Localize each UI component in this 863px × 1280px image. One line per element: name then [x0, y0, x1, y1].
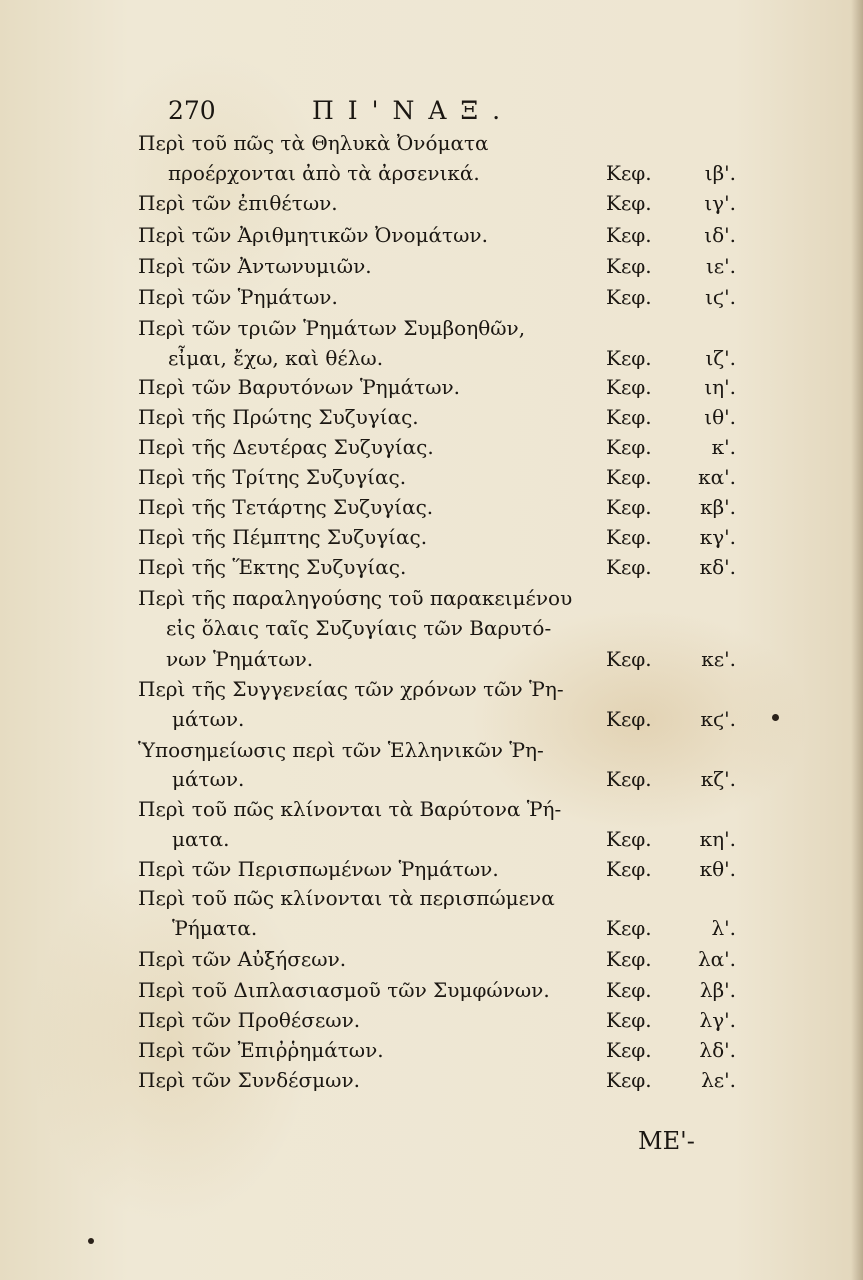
- toc-line: [0, 583, 863, 613]
- entry-title-continued: μάτων.: [172, 767, 245, 791]
- chapter-label: Κεφ.: [606, 161, 652, 185]
- chapter-number: ιϛ'.: [705, 285, 736, 309]
- chapter-label: Κεφ.: [606, 978, 652, 1002]
- toc-entry: [0, 944, 863, 974]
- toc-entry: [0, 220, 863, 250]
- entry-title: Περὶ τῆς Ἕκτης Συζυγίας.: [138, 555, 407, 579]
- ink-dot: [88, 1238, 94, 1244]
- entry-title: Περὶ τοῦ Διπλασιασμοῦ τῶν Συμφώνων.: [138, 978, 550, 1002]
- chapter-label: Κεφ.: [606, 767, 652, 791]
- toc-line: [0, 613, 863, 643]
- catchword: ΜΕ'-: [638, 1127, 695, 1155]
- chapter-label: Κεφ.: [606, 827, 652, 851]
- entry-title: Περὶ τῶν Συνδέσμων.: [138, 1068, 360, 1092]
- chapter-label: Κεφ.: [606, 525, 652, 549]
- toc-entry: [0, 1005, 863, 1035]
- entry-title: Περὶ τῆς παραληγούσης τοῦ παρακειμένου: [138, 586, 573, 610]
- chapter-label: Κεφ.: [606, 857, 652, 881]
- entry-title: Περὶ τῆς Πρώτης Συζυγίας.: [138, 405, 419, 429]
- chapter-label: Κεφ.: [606, 375, 652, 399]
- entry-title: Περὶ τῶν Περισπωμένων Ῥημάτων.: [138, 857, 499, 881]
- toc-line: [0, 313, 863, 343]
- toc-line: [0, 883, 863, 913]
- chapter-label: Κεφ.: [606, 346, 652, 370]
- chapter-label: Κεφ.: [606, 647, 652, 671]
- entry-title-continued: μάτων.: [172, 707, 245, 731]
- chapter-number: λα'.: [697, 947, 736, 971]
- chapter-number: ιη'.: [704, 375, 736, 399]
- chapter-label: Κεφ.: [606, 435, 652, 459]
- entry-title: Περὶ τῶν Βαρυτόνων Ῥημάτων.: [138, 375, 461, 399]
- entry-title: Περὶ τῶν Ῥημάτων.: [138, 285, 338, 309]
- chapter-number: ιβ'.: [704, 161, 736, 185]
- chapter-number: ιθ'.: [704, 405, 736, 429]
- chapter-label: Κεφ.: [606, 495, 652, 519]
- entry-title: Περὶ τοῦ πῶς κλίνονται τὰ περισπώμενα: [138, 886, 555, 910]
- toc-entry: [0, 158, 863, 188]
- chapter-number: κη'.: [699, 827, 736, 851]
- toc-entry: [0, 1065, 863, 1095]
- chapter-label: Κεφ.: [606, 254, 652, 278]
- toc-entry: [0, 913, 863, 943]
- toc-entry: [0, 282, 863, 312]
- chapter-number: κϛ'.: [700, 707, 736, 731]
- toc-entry: [0, 704, 863, 734]
- toc-line: [0, 674, 863, 704]
- chapter-label: Κεφ.: [606, 285, 652, 309]
- chapter-number: κζ'.: [700, 767, 736, 791]
- toc-entry: [0, 854, 863, 884]
- toc-entry: [0, 372, 863, 402]
- entry-title-continued: εἶμαι, ἔχω, καὶ θέλω.: [168, 346, 384, 370]
- chapter-label: Κεφ.: [606, 405, 652, 429]
- chapter-label: Κεφ.: [606, 1068, 652, 1092]
- chapter-number: κδ'.: [699, 555, 736, 579]
- chapter-number: κθ'.: [699, 857, 736, 881]
- running-title: ΠΙ'ΝΑΞ.: [312, 96, 515, 125]
- chapter-label: Κεφ.: [606, 1038, 652, 1062]
- entry-title: Περὶ τῶν τριῶν Ῥημάτων Συμβοηθῶν,: [138, 316, 526, 340]
- entry-title: Ὑποσημείωσις περὶ τῶν Ἑλληνικῶν Ῥη-: [138, 738, 544, 762]
- toc-entry: [0, 1035, 863, 1065]
- chapter-number: κβ'.: [700, 495, 736, 519]
- chapter-number: ιδ'.: [704, 223, 736, 247]
- chapter-label: Κεφ.: [606, 465, 652, 489]
- chapter-number: λδ'.: [699, 1038, 736, 1062]
- toc-entry: [0, 552, 863, 582]
- toc-line: [0, 794, 863, 824]
- entry-title: Περὶ τῆς Συγγενείας τῶν χρόνων τῶν Ῥη-: [138, 677, 564, 701]
- chapter-number: κα'.: [698, 465, 736, 489]
- entry-title: Περὶ τῶν Ἀντωνυμιῶν.: [138, 254, 372, 278]
- chapter-number: λε'.: [701, 1068, 736, 1092]
- chapter-number: λγ'.: [699, 1008, 736, 1032]
- entry-title: Περὶ τῶν ἐπιθέτων.: [138, 191, 338, 215]
- entry-title: Περὶ τοῦ πῶς κλίνονται τὰ Βαρύτονα Ῥή-: [138, 797, 562, 821]
- entry-title-continued: ματα.: [172, 827, 230, 851]
- chapter-label: Κεφ.: [606, 555, 652, 579]
- chapter-number: κγ'.: [699, 525, 736, 549]
- entry-title: Περὶ τοῦ πῶς τὰ Θηλυκὰ Ὀνόματα: [138, 131, 489, 155]
- entry-title: Περὶ τῆς Δευτέρας Συζυγίας.: [138, 435, 434, 459]
- chapter-number: ιζ'.: [705, 346, 736, 370]
- toc-entry: [0, 343, 863, 373]
- entry-title: Περὶ τῆς Τρίτης Συζυγίας.: [138, 465, 407, 489]
- chapter-number: κ'.: [711, 435, 736, 459]
- page-number: 270: [168, 96, 216, 125]
- toc-entry: [0, 251, 863, 281]
- toc-entry: [0, 492, 863, 522]
- chapter-number: ιε'.: [705, 254, 736, 278]
- ink-dot: [772, 714, 779, 721]
- entry-title-continued: νων Ῥημάτων.: [166, 647, 314, 671]
- chapter-label: Κεφ.: [606, 191, 652, 215]
- entry-title: Περὶ τῆς Πέμπτης Συζυγίας.: [138, 525, 428, 549]
- entry-title: Περὶ τῶν Αὐξήσεων.: [138, 947, 347, 971]
- entry-title: Περὶ τῶν Ἐπιῤῥημάτων.: [138, 1038, 384, 1062]
- running-header: [168, 94, 608, 128]
- chapter-number: ιγ'.: [704, 191, 736, 215]
- toc-entry: [0, 644, 863, 674]
- chapter-label: Κεφ.: [606, 947, 652, 971]
- chapter-number: λ'.: [711, 916, 736, 940]
- toc-entry: [0, 975, 863, 1005]
- toc-entry: [0, 462, 863, 492]
- toc-entry: [0, 188, 863, 218]
- entry-title-continued: Ῥήματα.: [172, 916, 258, 940]
- entry-title-continued: προέρχονται ἀπὸ τὰ ἀρσενικά.: [168, 161, 480, 185]
- chapter-label: Κεφ.: [606, 916, 652, 940]
- chapter-label: Κεφ.: [606, 707, 652, 731]
- toc-line: [0, 128, 863, 158]
- toc-entry: [0, 432, 863, 462]
- entry-title: Περὶ τῶν Προθέσεων.: [138, 1008, 361, 1032]
- chapter-label: Κεφ.: [606, 1008, 652, 1032]
- entry-title: Περὶ τῶν Ἀριθμητικῶν Ὀνομάτων.: [138, 223, 488, 247]
- entry-title: Περὶ τῆς Τετάρτης Συζυγίας.: [138, 495, 434, 519]
- entry-title-continued: εἰς ὅλαις ταῖς Συζυγίαις τῶν Βαρυτό-: [166, 616, 552, 640]
- toc-entry: [0, 402, 863, 432]
- chapter-number: λβ'.: [699, 978, 736, 1002]
- chapter-label: Κεφ.: [606, 223, 652, 247]
- toc-line: [0, 735, 863, 765]
- toc-entry: [0, 764, 863, 794]
- toc-entry: [0, 824, 863, 854]
- toc-entry: [0, 522, 863, 552]
- chapter-number: κε'.: [701, 647, 736, 671]
